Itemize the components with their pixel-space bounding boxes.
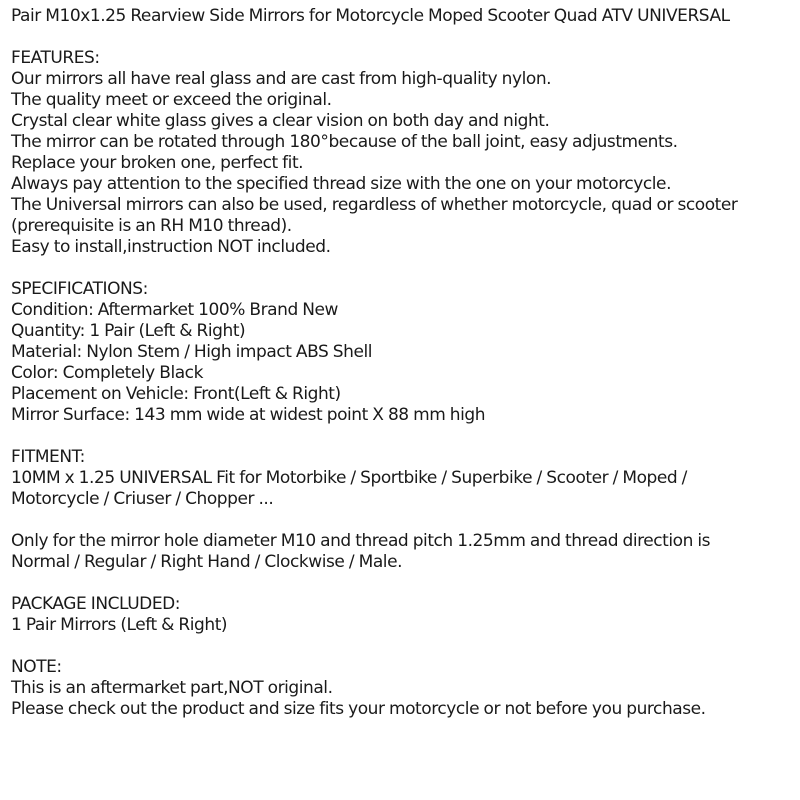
spacer [11,510,797,531]
product-title: Pair M10x1.25 Rearview Side Mirrors for Motorcycle Moped Scooter Quad ATV UNIVERSAL [11,6,730,26]
note-line: This is an aftermarket part,NOT original. [11,678,333,698]
features-line: (prerequisite is an RH M10 thread). [11,216,292,236]
spacer [11,573,797,594]
spacer [11,258,797,279]
features-line: The quality meet or exceed the original. [11,90,332,110]
specifications-line: Mirror Surface: 143 mm wide at widest point X 88 mm high [11,405,486,425]
specifications-line: Material: Nylon Stem / High impact ABS Shell [11,342,373,362]
specifications-heading: SPECIFICATIONS: [11,279,148,299]
specifications-line: Placement on Vehicle: Front(Left & Right) [11,384,341,404]
fitment-line: Motorcycle / Criuser / Chopper ... [11,489,274,509]
features-line: The mirror can be rotated through 180°because of the ball joint, easy adjustments. [11,132,678,152]
features-line: Crystal clear white glass gives a clear vision on both day and night. [11,111,550,131]
spacer [11,636,797,657]
features-line: The Universal mirrors can also be used, regardless of whether motorcycle, quad or scooter [11,195,738,215]
features-line: Our mirrors all have real glass and are cast from high-quality nylon. [11,69,552,89]
fitment-note-line: Normal / Regular / Right Hand / Clockwise / Male. [11,552,403,572]
features-line: Replace your broken one, perfect fit. [11,153,304,173]
fitment-heading: FITMENT: [11,447,85,467]
package-heading: PACKAGE INCLUDED: [11,594,181,614]
package-line: 1 Pair Mirrors (Left & Right) [11,615,228,635]
spacer [11,426,797,447]
note-heading: NOTE: [11,657,62,677]
fitment-note-line: Only for the mirror hole diameter M10 and thread pitch 1.25mm and thread direction is [11,531,711,551]
note-line: Please check out the product and size fits your motorcycle or not before you purchase. [11,699,706,719]
features-line: Always pay attention to the specified thread size with the one on your motorcycle. [11,174,672,194]
fitment-line: 10MM x 1.25 UNIVERSAL Fit for Motorbike / Sportbike / Superbike / Scooter / Moped / [11,468,687,488]
specifications-line: Color: Completely Black [11,363,203,383]
features-line: Easy to install,instruction NOT included. [11,237,331,257]
product-description [11,6,797,720]
specifications-line: Quantity: 1 Pair (Left & Right) [11,321,246,341]
spacer [11,27,797,48]
specifications-line: Condition: Aftermarket 100% Brand New [11,300,338,320]
features-heading: FEATURES: [11,48,100,68]
